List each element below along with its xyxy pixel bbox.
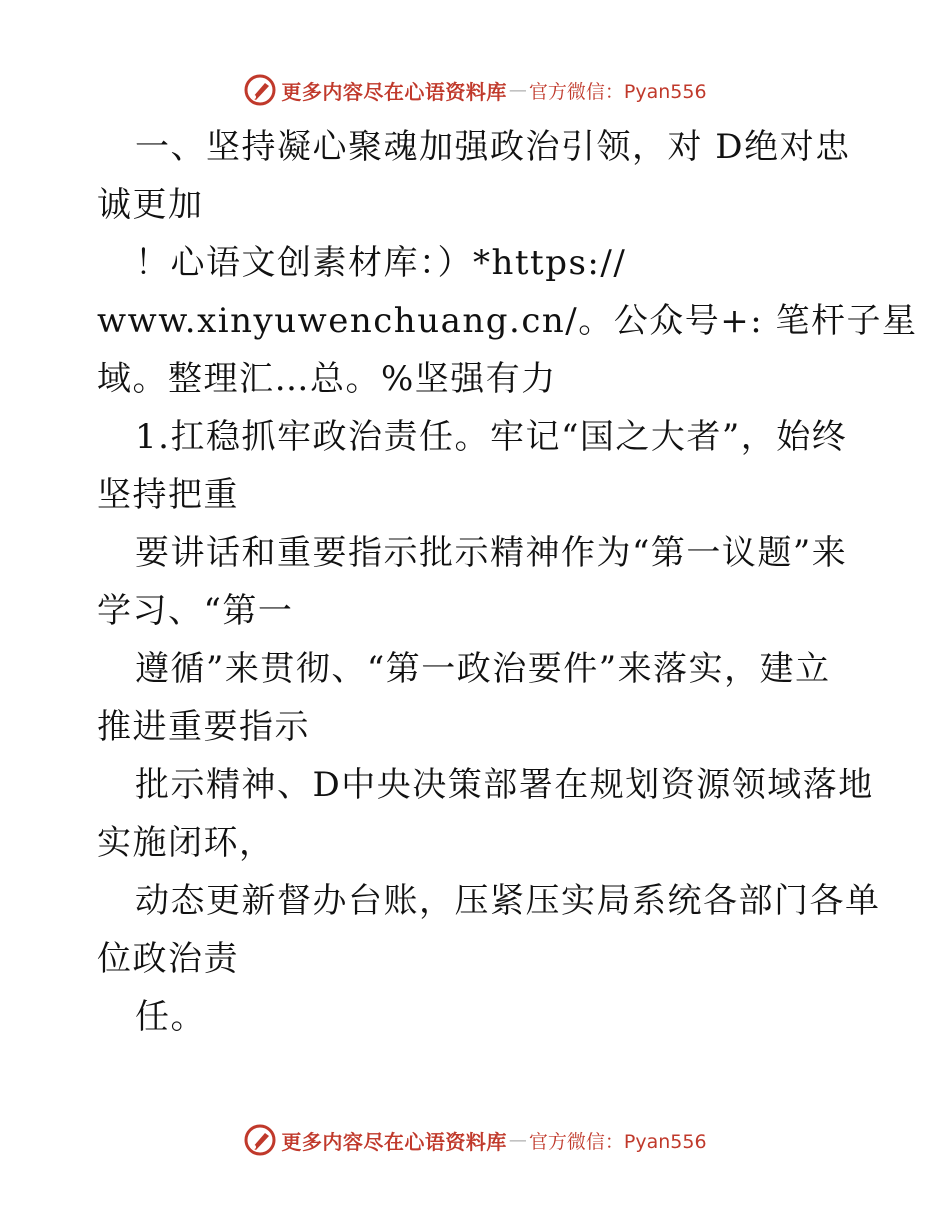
watermark-sub-text: 官方微信：Pyan556	[528, 1130, 707, 1153]
watermark-sub-text: 官方微信：Pyan556	[528, 80, 707, 103]
watermark-separator: —	[508, 1129, 527, 1151]
text-line: 一、坚持凝心聚魂加强政治引领，对 D绝对忠	[135, 127, 851, 167]
text-line: 坚持把重	[97, 475, 239, 515]
watermark-separator: —	[508, 79, 527, 101]
text-line: 要讲话和重要指示批示精神作为“第一议题”来	[135, 533, 848, 573]
header-watermark	[0, 70, 950, 110]
pen-logo-icon	[243, 1123, 277, 1157]
text-line: 批示精神、D中央决策部署在规划资源领域落地	[135, 765, 874, 805]
text-line: 学习、“第一	[97, 591, 294, 631]
text-line: 1.扛稳抓牢政治责任。牢记“国之大者”，始终	[135, 417, 848, 457]
text-line: 诚更加	[97, 185, 204, 225]
text-line: 任。	[135, 997, 206, 1037]
document-body	[97, 118, 918, 1046]
text-line: www.xinyuwenchuang.cn/。公众号+: 笔杆子星	[97, 301, 918, 341]
text-line: 域。整理汇…总。%坚强有力	[97, 359, 557, 399]
watermark-main-text: 更多内容尽在心语资料库	[281, 79, 507, 104]
text-line: ！心语文创素材库：）*https://	[135, 243, 627, 283]
watermark-main-text: 更多内容尽在心语资料库	[281, 1129, 507, 1154]
text-line: 推进重要指示	[97, 707, 310, 747]
text-line: 位政治责	[97, 939, 239, 979]
text-line: 动态更新督办台账，压紧压实局系统各部门各单	[135, 881, 881, 921]
text-line: 遵循”来贯彻、“第一政治要件”来落实，建立	[135, 649, 831, 689]
text-line: 实施闭环，	[97, 823, 275, 863]
pen-logo-icon	[243, 73, 277, 107]
footer-watermark	[0, 1120, 950, 1160]
